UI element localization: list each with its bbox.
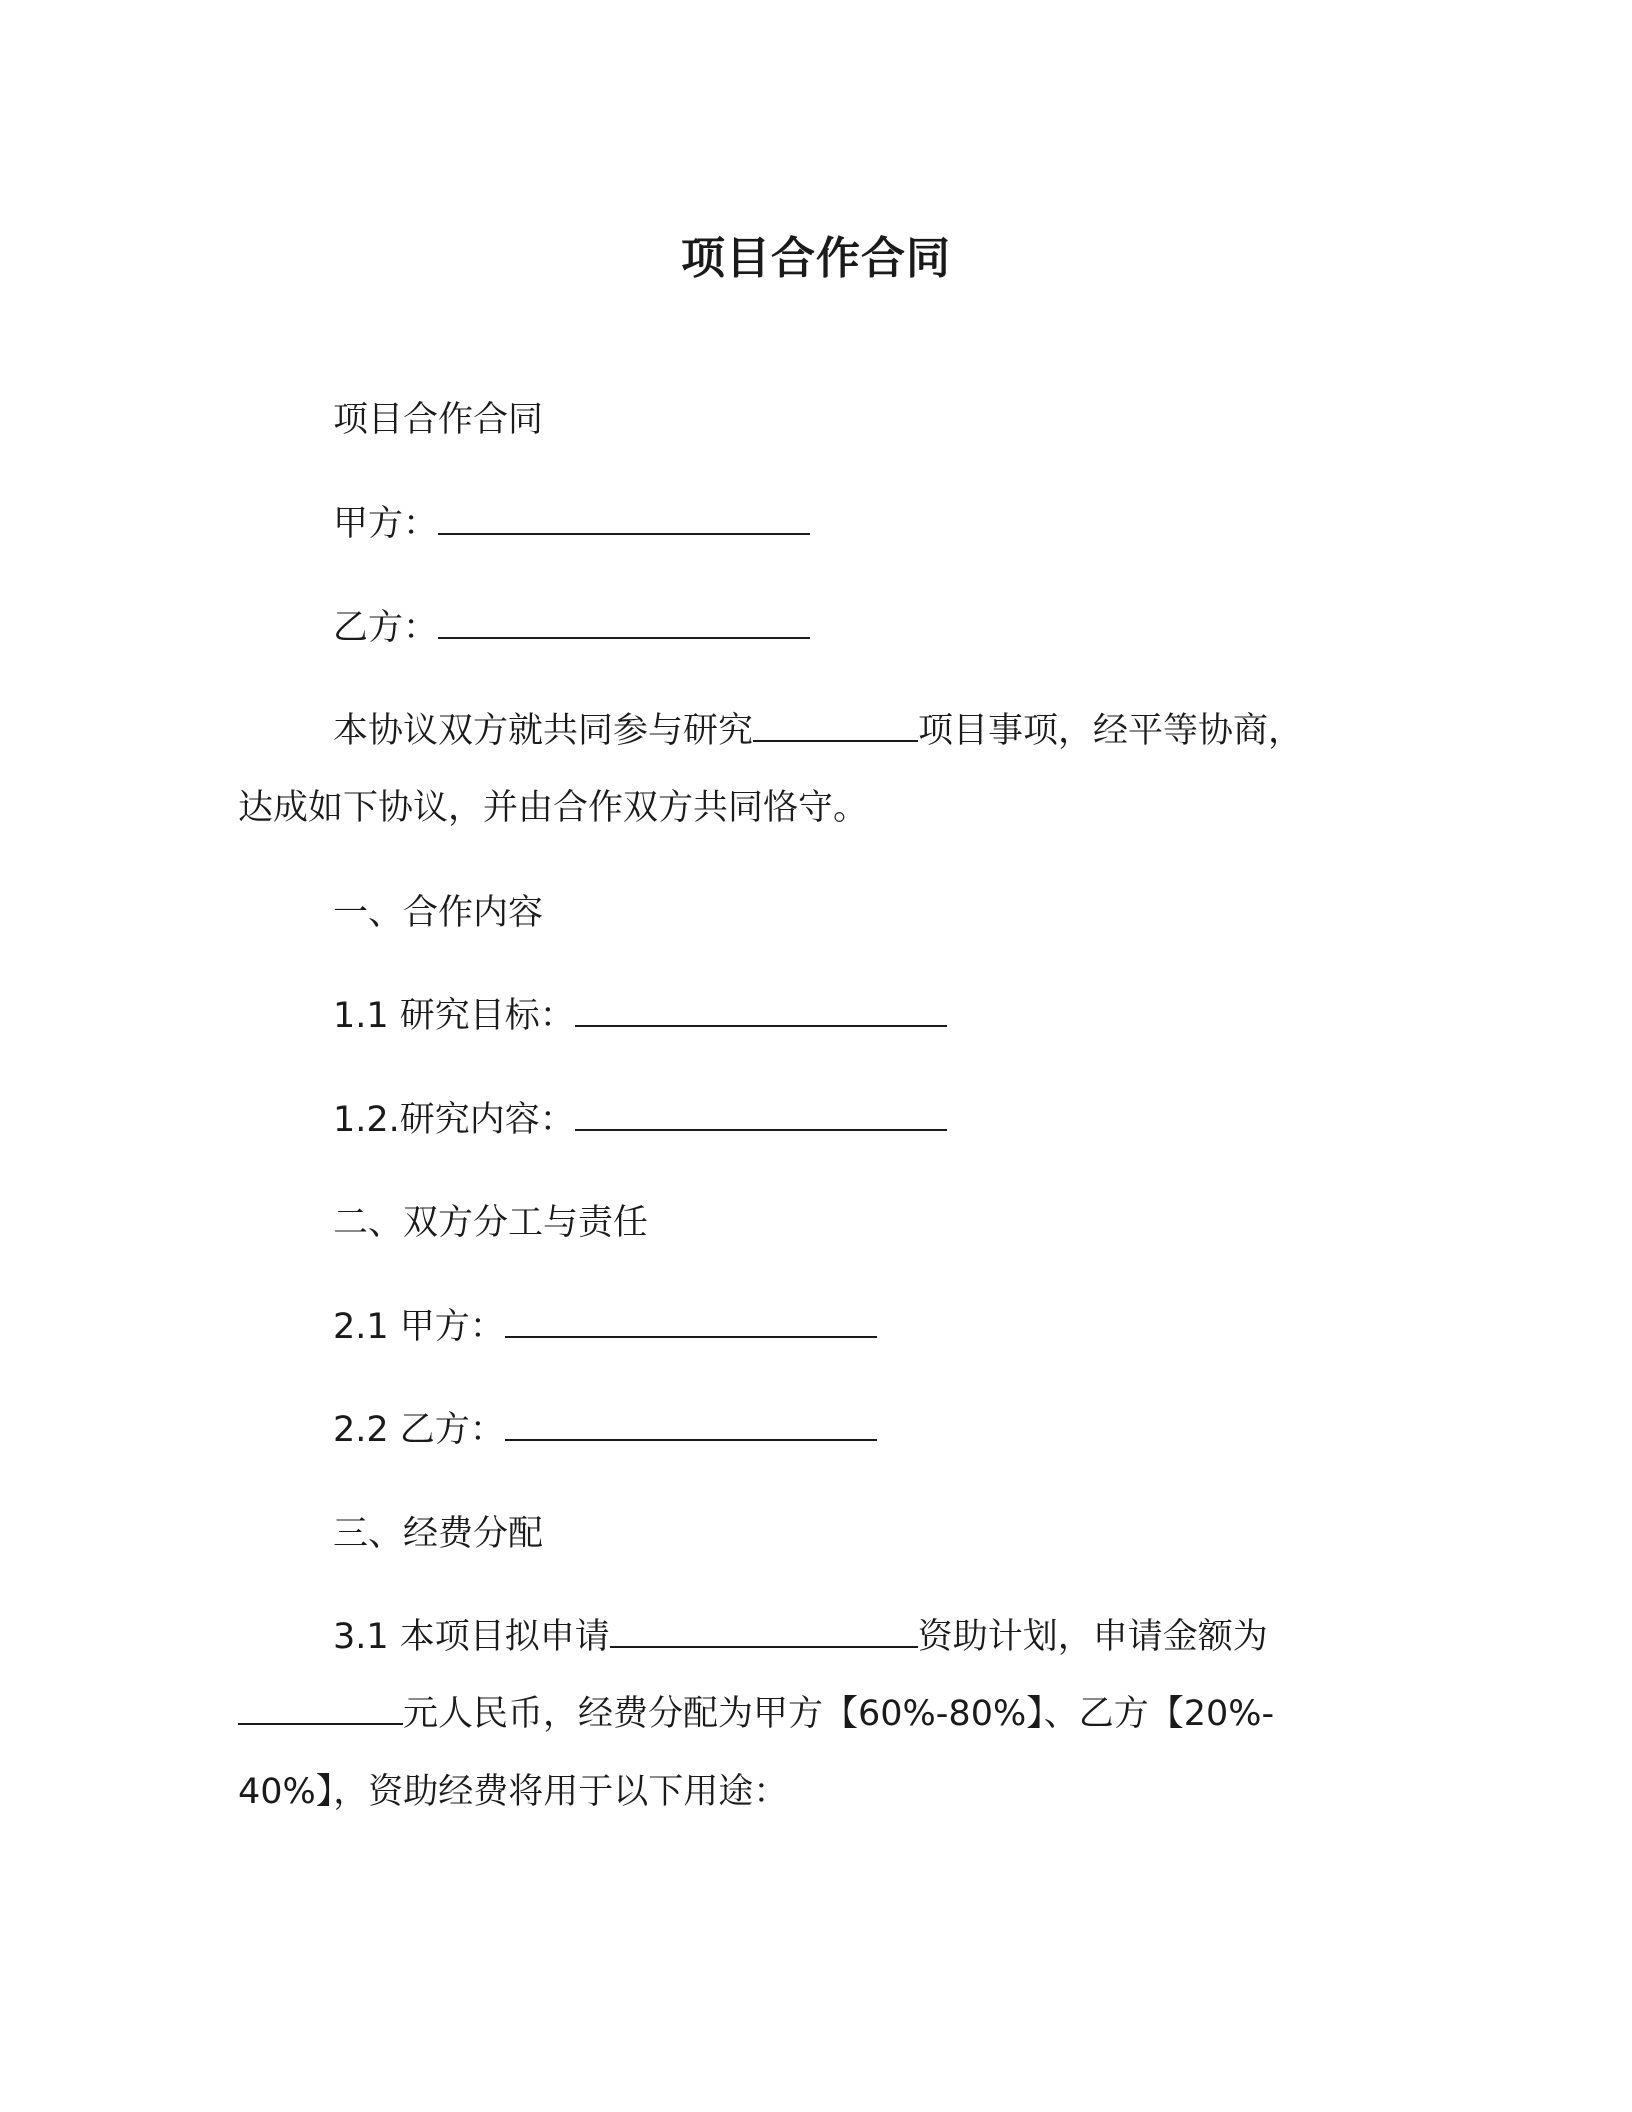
party-a-label: 甲方： [333, 504, 439, 544]
party-a-duty-label: 2.1 甲方： [333, 1307, 505, 1347]
section-3-line-1 [333, 1613, 1268, 1661]
section-3-line-3: 40%】，资助经费将用于以下用途： [238, 1772, 789, 1812]
section-1-heading: 一、合作内容 [333, 893, 544, 933]
party-b-duty-blank [505, 1411, 877, 1441]
party-b-line [333, 604, 810, 652]
party-a-blank [438, 505, 810, 535]
funding-intro-before: 3.1 本项目拟申请 [333, 1617, 610, 1657]
section-2-item-1 [333, 1303, 877, 1351]
section-1-item-2 [333, 1096, 947, 1144]
research-goal-blank [575, 997, 947, 1027]
party-b-blank [438, 609, 810, 639]
intro-line-1 [333, 707, 1303, 755]
document-title: 项目合作合同 [681, 233, 951, 284]
party-b-label: 乙方： [333, 608, 439, 648]
party-a-duty-blank [505, 1308, 877, 1338]
funding-intro-after: 资助计划，申请金额为 [917, 1617, 1268, 1657]
funding-allocation-text: 元人民币，经费分配为甲方【60%-80%】、乙方【20%- [403, 1694, 1275, 1734]
section-3-heading: 三、经费分配 [333, 1514, 544, 1554]
section-2-heading: 二、双方分工与责任 [333, 1203, 649, 1243]
section-1-item-1 [333, 992, 947, 1040]
party-b-duty-label: 2.2 乙方： [333, 1410, 505, 1450]
funding-amount-blank [238, 1695, 403, 1725]
project-name-blank [753, 712, 918, 742]
party-a-line [333, 500, 810, 548]
intro-line-2: 达成如下协议，并由合作双方共同恪守。 [238, 788, 869, 828]
section-3-line-2 [238, 1690, 1274, 1738]
intro-text-after: 项目事项，经平等协商， [918, 711, 1304, 751]
research-content-label: 1.2.研究内容： [333, 1100, 575, 1140]
research-goal-label: 1.1 研究目标： [333, 996, 575, 1036]
document-subtitle: 项目合作合同 [333, 400, 544, 440]
intro-text-before: 本协议双方就共同参与研究 [333, 711, 754, 751]
research-content-blank [575, 1101, 947, 1131]
section-2-item-2 [333, 1406, 877, 1454]
funding-plan-blank [610, 1618, 918, 1648]
